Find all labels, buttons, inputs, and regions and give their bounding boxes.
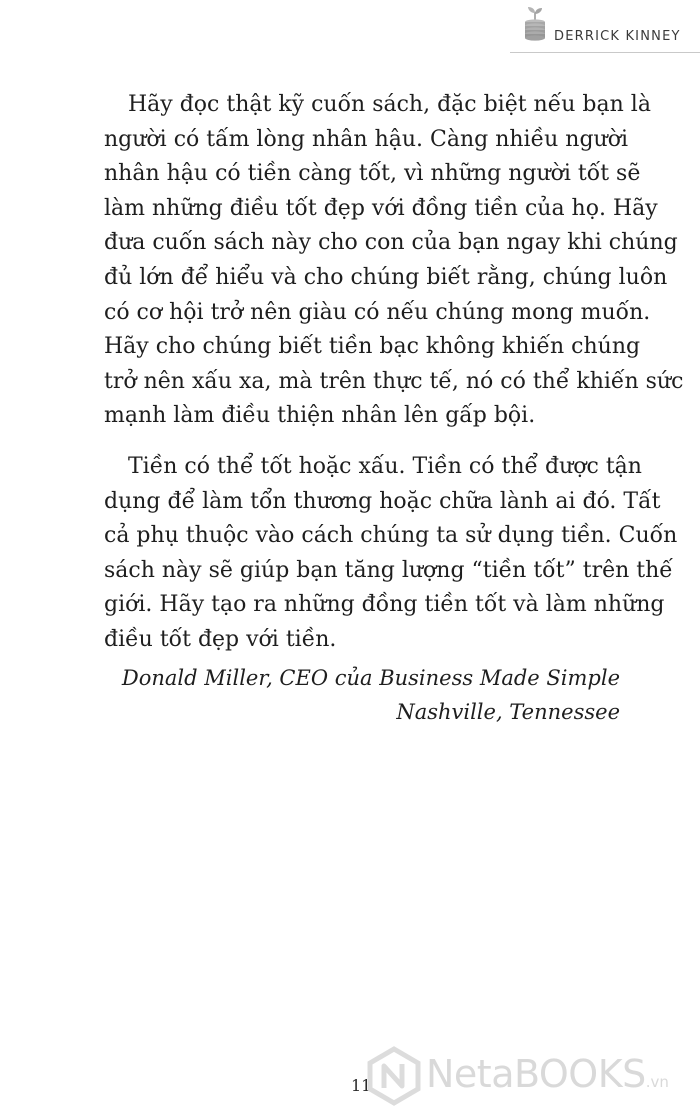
text-line: nhân hậu có tiền càng tốt, vì những người tốt sẽ: [104, 161, 641, 187]
signature-name: Donald Miller, CEO của Business Made Simple: [121, 666, 620, 690]
watermark: [366, 1046, 700, 1106]
text-line: đưa cuốn sách này cho con của bạn ngay khi chúng: [104, 230, 678, 256]
text-line: dụng để làm tổn thương hoặc chữa lành ai đó. Tất: [104, 488, 661, 514]
watermark-brand: NetaBOOKS: [426, 1052, 646, 1096]
text-line: mạnh làm điều thiện nhân lên gấp bội.: [104, 403, 536, 429]
text-line: người có tấm lòng nhân hậu. Càng nhiều người: [104, 126, 628, 152]
watermark-suffix: .vn: [645, 1073, 669, 1091]
text-line: cả phụ thuộc vào cách chúng ta sử dụng tiền. Cuốn: [104, 523, 678, 549]
text-line: giới. Hãy tạo ra những đồng tiền tốt và làm những: [104, 592, 665, 618]
text-line: có cơ hội trở nên giàu có nếu chúng mong muốn.: [104, 299, 651, 325]
body-text: [104, 88, 684, 658]
paragraph-1: [104, 88, 684, 434]
author-name: DERRICK KINNEY: [554, 29, 681, 44]
text-line: sách này sẽ giúp bạn tăng lượng “tiền tốt” trên thế: [104, 557, 673, 583]
coin-stack-sprout-icon: [518, 4, 552, 46]
text-line: điều tốt đẹp với tiền.: [104, 626, 337, 652]
text-line: làm những điều tốt đẹp với đồng tiền của họ. Hãy: [104, 195, 658, 221]
watermark-text: [426, 1052, 669, 1096]
netabooks-logo-icon: [366, 1046, 422, 1106]
text-line: Tiền có thể tốt hoặc xấu. Tiền có thể được tận: [128, 453, 642, 479]
paragraph-2: [104, 450, 678, 658]
text-line: Hãy cho chúng biết tiền bạc không khiến chúng: [104, 334, 641, 360]
running-header: [510, 0, 700, 53]
text-line: Hãy đọc thật kỹ cuốn sách, đặc biệt nếu bạn là: [128, 92, 651, 117]
signature-location: Nashville, Tennessee: [396, 700, 620, 724]
text-line: trở nên xấu xa, mà trên thực tế, nó có thể khiến sức: [104, 368, 684, 394]
page-number: 11: [351, 1076, 372, 1095]
text-line: đủ lớn để hiểu và cho chúng biết rằng, chúng luôn: [104, 264, 668, 290]
